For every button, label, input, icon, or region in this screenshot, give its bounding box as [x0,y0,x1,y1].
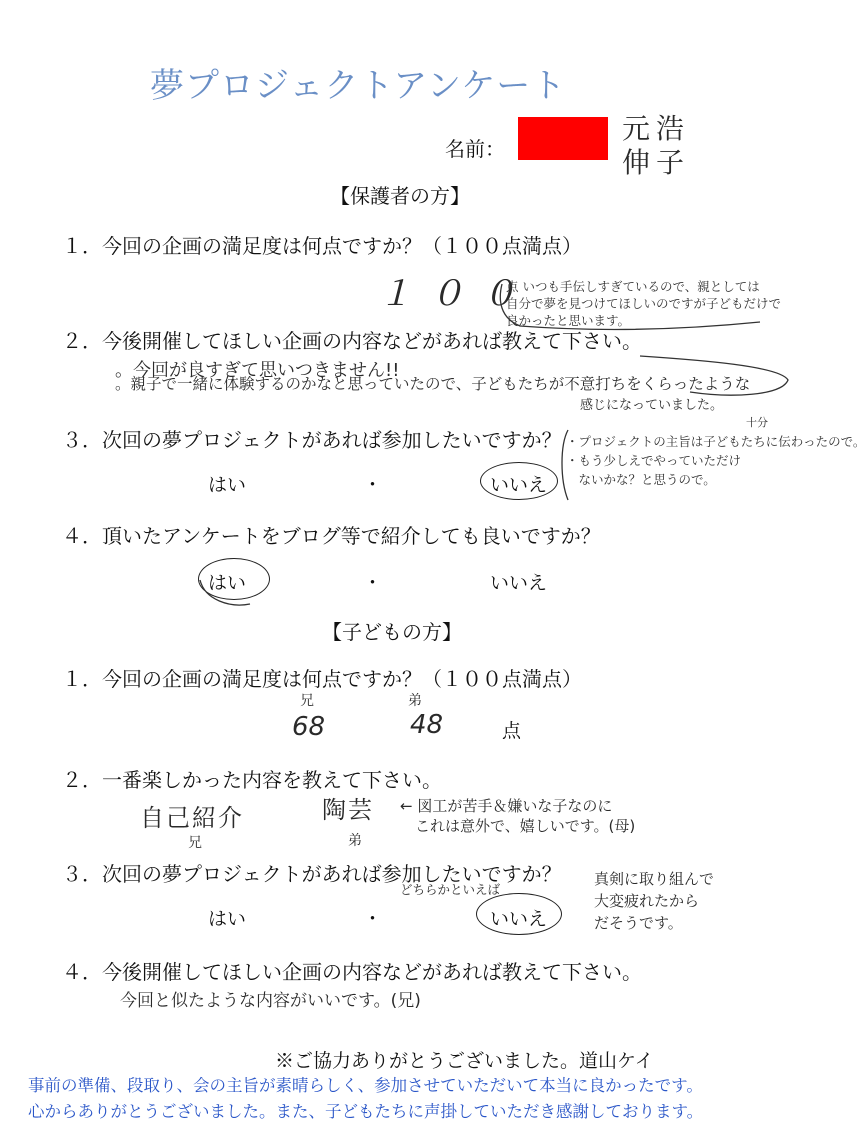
footer-blue-line-2: 心からありがとうございました。また、子どもたちに声掛していただき感謝しております。 [28,1102,704,1121]
parent-q4-dot: ・ [363,572,383,594]
redacted-name-box [518,117,608,160]
child-q4-answer: 今回と似たような内容がいいです。(兄) [120,991,421,1011]
footer-blue-line-1: 事前の準備、段取り、会の主旨が素晴らしく、参加させていただいて本当に良かったです。 [28,1076,703,1095]
child-q3-no-circle [476,893,562,935]
parent-q3-no-circle [480,462,558,500]
child-q1-older-label: 兄 [300,693,314,709]
parent-q3-note-extra: 十分 [746,416,768,429]
parent-q4-no: いいえ [490,572,548,594]
parent-q3-label: ３．次回の夢プロジェクトがあれば参加したいですか？ [62,428,562,452]
child-q1-older-score: 68 [292,712,326,742]
child-q2-older-answer: 自己紹介 [140,804,244,832]
child-q3-dot: ・ [363,908,383,930]
parent-q3-yes: はい [208,474,247,496]
child-q3-prefix: どちらかといえば [400,882,501,897]
parent-q3-note: ・プロジェクトの主旨は子どもたちに伝わったので。 ・もう少しえでやっていただけ ないかな？と思うので。 [566,434,865,487]
child-q3-no: いいえ [490,908,548,930]
parent-q2-answer-2: 。親子で一緒に体験するのかなと思っていたので、子どもたちが不意打ちをくらったような [115,375,751,393]
parent-q3-no: いいえ [490,474,548,496]
child-q2-younger-label: 弟 [348,833,362,849]
parent-q4-yes: はい [208,572,247,594]
child-q2-label: ２．一番楽しかった内容を教えて下さい。 [62,768,442,792]
survey-title: 夢プロジェクトアンケート [150,66,567,106]
child-q1-unit: 点 [502,720,522,742]
name-label: 名前： [445,137,505,161]
parent-q1-answer: １００ [378,274,534,314]
parent-q2-answer-1: 。今回が良すぎて思いつきません!! [115,360,400,381]
parent-q1-label: １．今回の企画の満足度は何点ですか？（１００点満点） [62,234,582,258]
child-q2-older-label: 兄 [188,835,202,851]
parent-section-heading: 【保護者の方】 [330,184,470,208]
parent-q1-note: 点 いつも手伝しすぎているので、親としては 自分で夢を見つけてほしいのですが子どもだけで 良かったと思います。 [506,279,782,328]
child-q4-label: ４．今後開催してほしい企画の内容などがあれば教えて下さい。 [62,960,642,984]
child-q3-note: 真剣に取り組んで 大変疲れたから だそうです。 [594,870,715,932]
parent-q4-yes-circle [198,558,270,600]
parent-q3-dot: ・ [363,474,383,496]
child-q1-label: １．今回の企画の満足度は何点ですか？（１００点満点） [62,667,582,691]
handwritten-names: 元浩 伸子 [622,112,691,179]
child-q2-younger-answer: 陶芸 [322,796,374,824]
parent-q2-answer-3: 感じになっていました。 [580,398,724,413]
parent-q4-label: ４．頂いたアンケートをブログ等で紹介しても良いですか？ [62,524,601,548]
child-q1-younger-score: 48 [410,710,444,740]
child-q3-yes: はい [208,908,247,930]
footer-thanks: ※ご協力ありがとうございました。道山ケイ [275,1050,654,1072]
child-section-heading: 【子どもの方】 [322,620,462,644]
child-q1-younger-label: 弟 [408,693,422,709]
child-q3-label: ３．次回の夢プロジェクトがあれば参加したいですか？ [62,862,562,886]
parent-q2-label: ２．今後開催してほしい企画の内容などがあれば教えて下さい。 [62,329,642,353]
child-q2-note: ← 図工が苦手＆嫌いな子なのに これは意外で、嬉しいです。(母) [400,797,636,835]
